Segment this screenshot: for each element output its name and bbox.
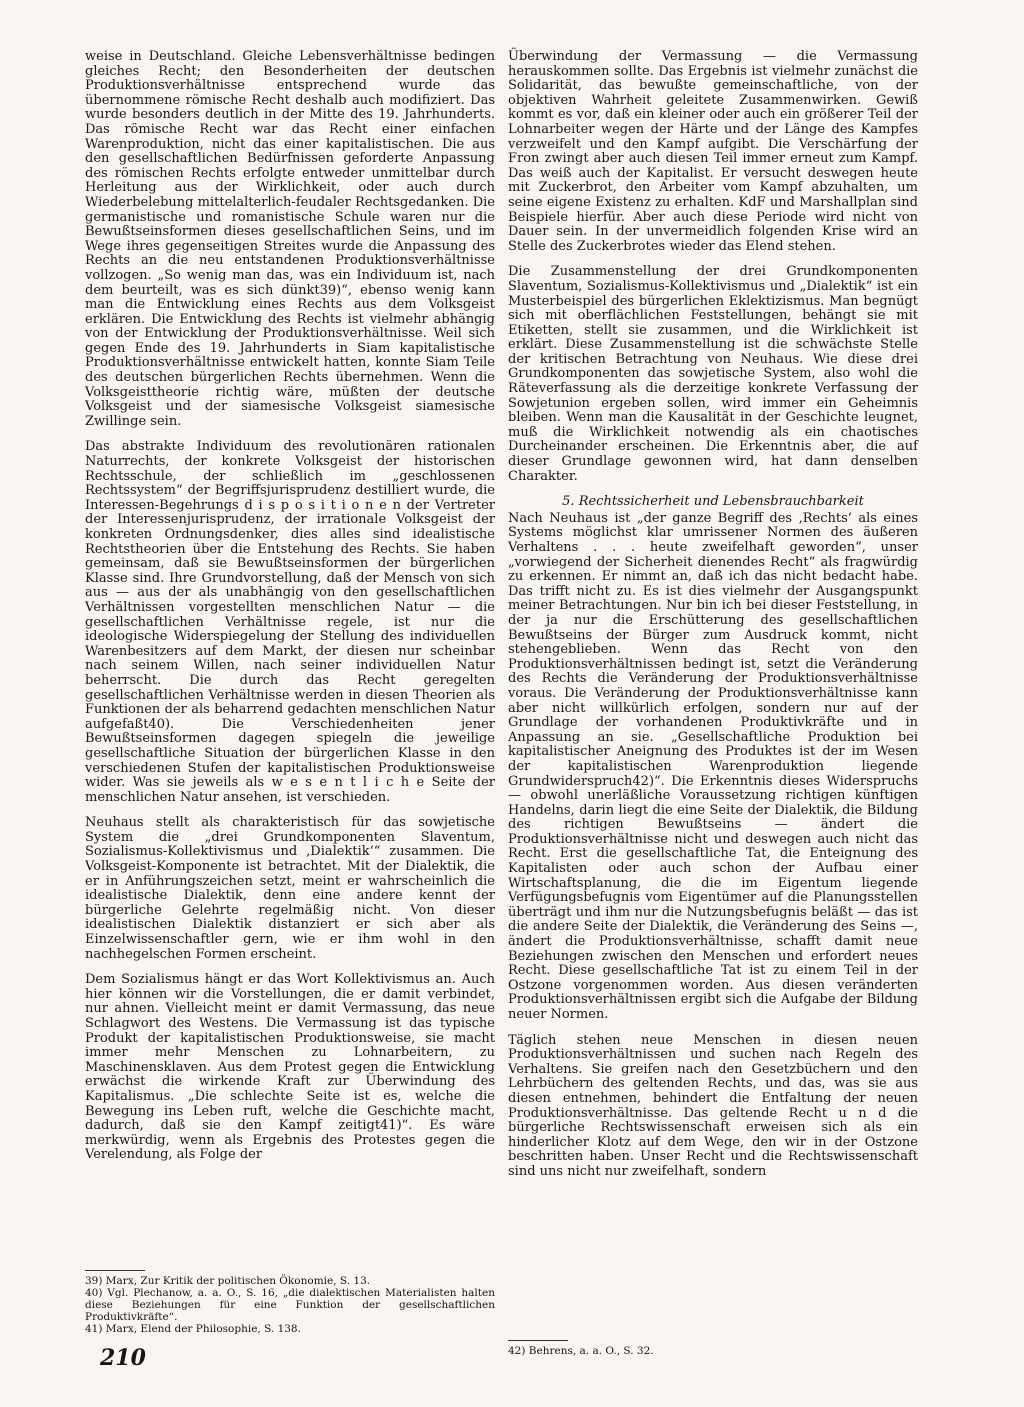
footnote: 39) Marx, Zur Kritik der politischen Ökonomie, S. 13. bbox=[85, 1275, 371, 1287]
paragraph: Neuhaus stellt als charakteristisch für das sowjetische System die „drei Grundkomponenten Slaventum, Sozialismus-Kollektivismus und ‚Dialektik‘“ zusammen. Die Volksgeist-Komponente ist betrachtet. Mit der Dialektik, die er in Anführungszeichen setzt, meint er wahrscheinlich die idealistische Dialektik, denn eine andere kennt der bürgerliche Gelehrte regelmäßig nicht. Von dieser idealistischen Dialektik distanziert er sich aber als Einzelwissenschaftler gern, wie er ihm wohl in den nachhegelschen Formen erscheint. bbox=[85, 815, 495, 962]
footnote-rule bbox=[85, 1270, 145, 1271]
paragraph: Dem Sozialismus hängt er das Wort Kollektivismus an. Auch hier können wir die Vorstellungen, die er damit verbindet, nur ahnen. Vielleicht meint er damit Vermassung, das neue Schlagwort des Westens. Die Vermassung ist das typische Produkt der kapitalistischen Produktionsweise, sie macht immer mehr Menschen zu Lohnarbeitern, zu Maschinensklaven. Aus dem Protest gegen die Entwicklung erwächst die wirkende Kraft zur Überwindung des Kapitalismus. „Die schlechte Seite ist es, welche die Bewegung ins Leben ruft, welche die Geschichte macht, dadurch, daß sie den Kampf zeitigt41)“. Es wäre merkwürdig, wenn als Ergebnis des Protestes gegen die Verelendung, als Folge der bbox=[85, 972, 495, 1163]
footnote: 40) Vgl. Plechanow, a. a. O., S. 16, „die dialektischen Materialisten halten diese Beziehungen für eine Funktion der gesellschaftlichen Produktivkräfte“. bbox=[85, 1287, 495, 1323]
page-number: 210 bbox=[100, 1345, 146, 1371]
paragraph: Das abstrakte Individuum des revolutionären rationalen Naturrechts, der konkrete Volksgeist der historischen Rechtsschule, der schließlich im „geschlossenen Rechtssystem“ der Begriffsjurisprudenz destilliert wurde, die Interessen-Begehrungs d i s p o s i t i o n e n der Vertreter der Interessenjurisprudenz, der irrationale Volksgeist der konkreten Ordnungsdenker, dies alles sind idealistische Rechtstheorien über die Entstehung des Rechts. Sie haben gemeinsam, daß sie Bewußtseinsformen der bürgerlichen Klasse sind. Ihre Grundvorstellung, daß der Mensch von sich aus — aus der als unabhängig von den gesellschaftlichen Verhältnissen vorgestellten menschlichen Natur — die gesellschaftlichen Verhältnisse regele, ist nur die ideologische Widerspiegelung der Stellung des individuellen Warenbesitzers auf dem Markt, der diesen nur scheinbar nach seinem Willen, nach seiner individuellen Natur beherrscht. Die durch das Recht geregelten gesellschaftlichen Verhältnisse werden in diesen Theorien als Funktionen der als beharrend gedachten menschlichen Natur aufgefaßt40). Die Verschiedenheiten jener Bewußtseinsformen dagegen spiegeln die jeweilige gesellschaftliche Situation der bürgerlichen Klasse in den verschiedenen Stufen der kapitalistischen Produktionsweise wider. Was sie jeweils als w e s e n t l i c h e Seite der menschlichen Natur ansehen, ist verschieden. bbox=[85, 439, 495, 805]
footnote: 42) Behrens, a. a. O., S. 32. bbox=[508, 1345, 654, 1357]
section-heading: 5. Rechtssicherheit und Lebensbrauchbarkeit bbox=[562, 494, 864, 510]
paragraph: Überwindung der Vermassung — die Vermassung herauskommen sollte. Das Ergebnis ist vielmehr zunächst die Solidarität, das bewußte gemeinschaftliche, von der objektiven Wahrheit geleitete Zusammenwirken. Gewiß kommt es vor, daß ein kleiner oder auch ein größerer Teil der Lohnarbeiter wegen der Härte und der Länge des Kampfes verzweifelt und den Kampf aufgibt. Die Verschärfung der Fron zwingt aber auch diesen Teil immer erneut zum Kampf. Das weiß auch der Kapitalist. Er versucht deswegen heute mit Zuckerbrot, den Arbeiter vom Kampf abzuhalten, um seine eigene Existenz zu erhalten. KdF und Marshallplan sind Beispiele hierfür. Aber auch diese Periode wird nicht von Dauer sein. In der unvermeidlich folgenden Krise wird an Stelle des Zuckerbrotes wieder das Elend stehen. bbox=[508, 49, 918, 254]
right-footnotes bbox=[508, 1332, 918, 1357]
left-column bbox=[85, 50, 495, 1174]
paragraph: Täglich stehen neue Menschen in diesen neuen Produktionsverhältnissen und suchen nach Regeln des Verhaltens. Sie greifen nach den Gesetzbüchern und den Lehrbüchern des geltenden Rechts, und das, was sie aus diesen entnehmen, behindert die Entfaltung der neuen Produktionsverhältnisse. Das geltende Recht u n d die bürgerliche Rechtswissenschaft erweisen sich als ein hinderlicher Klotz auf dem Wege, den wir in der Ostzone beschritten haben. Unser Recht und die Rechtswissenschaft sind uns nicht nur zweifelhaft, sondern bbox=[508, 1032, 918, 1179]
footnote: 41) Marx, Elend der Philosophie, S. 138. bbox=[85, 1323, 301, 1335]
paragraph: weise in Deutschland. Gleiche Lebensverhältnisse bedingen gleiches Recht; den Besonderheiten der deutschen Produktionsverhältnisse entsprechend wurde das übernommene römische Recht deshalb auch modifiziert. Das wurde besonders deutlich in der Mitte des 19. Jahrhunderts. Das römische Recht war das Recht einer einfachen Warenproduktion, nicht das einer kapitalistischen. Die aus den gesellschaftlichen Bedürfnissen geforderte Anpassung des römischen Rechts erfolgte entweder unmittelbar durch Herleitung aus der Wirklichkeit, oder auch durch Wiederbelebung mittelalterlich-feudaler Rechtsgedanken. Die germanistische und romanistische Schule waren nur die Bewußtseinsformen dieses gesellschaftlichen Seins, und im Wege ihres gegenseitigen Streites wurde die Anpassung des Rechts an die neu entstandenen Produktionsverhältnisse vollzogen. „So wenig man das, was ein Individuum ist, nach dem beurteilt, was es sich dünkt39)“, ebenso wenig kann man die Entwicklung eines Rechts aus dem Volksgeist erklären. Die Entwicklung des Rechts ist vielmehr abhängig von der Entwicklung der Produktionsverhältnisse. Weil sich gegen Ende des 19. Jahrhunderts in Siam kapitalistische Produktionsverhältnisse entwickelt hatten, konnte Siam Teile des deutschen bürgerlichen Rechts übernehmen. Wenn die Volksgeisttheorie richtig wäre, müßten der deutsche Volksgeist und der siamesische Volksgeist siamesische Zwillinge sein. bbox=[85, 49, 495, 429]
paragraph: Die Zusammenstellung der drei Grundkomponenten Slaventum, Sozialismus-Kollektivismus und „Dialektik“ ist ein Musterbeispiel des bürgerlichen Eklektizismus. Man begnügt sich mit oberflächlichen Feststellungen, behängt sie mit Etiketten, stellt sie zusammen, und die Wirklichkeit ist erklärt. Diese Zusammenstellung ist die schwächste Stelle der kritischen Betrachtung von Neuhaus. Wie diese drei Grundkomponenten das sowjetische System, also wohl die Räteverfassung als die derzeitige konkrete Verfassung der Sowjetunion ergeben sollen, wird immer ein Geheimnis bleiben. Wenn man die Kausalität in der Geschichte leugnet, muß die Wirklichkeit notwendig als ein chaotisches Durcheinander erscheinen. Die Erkenntnis aber, die auf dieser Grundlage gewonnen wird, hat dann denselben Charakter. bbox=[508, 264, 918, 484]
right-column bbox=[508, 50, 918, 1191]
left-footnotes bbox=[85, 1262, 495, 1335]
footnote-rule bbox=[508, 1340, 568, 1341]
paragraph: Nach Neuhaus ist „der ganze Begriff des ‚Rechts‘ als eines Systems möglichst klar umrissener Normen des äußeren Verhaltens . . . heute zweifelhaft geworden“, unser „vorwiegend der Sicherheit dienendes Recht“ als fragwürdig zu erkennen. Er nimmt an, daß ich das nicht bedacht habe. Das trifft nicht zu. Es ist dies vielmehr der Ausgangspunkt meiner Betrachtungen. Nur bin ich bei dieser Feststellung, in der ja nur die Erschütterung des gesellschaftlichen Bewußtseins der Bürger zum Ausdruck kommt, nicht stehengeblieben. Wenn das Recht von den Produktionsverhältnissen bedingt ist, setzt die Veränderung des Rechts die Veränderung der Produktionsverhältnisse voraus. Die Veränderung der Produktionsverhältnisse kann aber nicht willkürlich erfolgen, sondern nur auf der Grundlage der vorhandenen Produktivkräfte und in Anpassung an sie. „Gesellschaftliche Produktion bei kapitalistischer Aneignung des Produktes ist der im Wesen der kapitalistischen Warenproduktion liegende Grundwiderspruch42)“. Die Erkenntnis dieses Widerspruchs — obwohl unerläßliche Voraussetzung richtigen künftigen Handelns, darin liegt die eine Seite der Dialektik, die Bildung des richtigen Bewußtseins — ändert die Produktionsverhältnisse nicht und deswegen auch nicht das Recht. Erst die gesellschaftliche Tat, die Enteignung des Kapitalisten oder auch schon der Aufbau einer Wirtschaftsplanung, die die im Eigentum liegende Verfügungsbefugnis vom Eigentümer auf die Planungsstellen überträgt und ihm nur die Nutzungsbefugnis beläßt — das ist die andere Seite der Dialektik, die Veränderung des Seins —, ändert die Produktionsverhältnisse, schafft damit neue Beziehungen zwischen den Menschen und erfordert neues Recht. Diese gesellschaftliche Tat ist zu einem Teil in der Ostzone vorgenommen worden. Aus diesen veränderten Produktionsverhältnissen ergibt sich die Aufgabe der Bildung neuer Normen. bbox=[508, 510, 918, 1022]
